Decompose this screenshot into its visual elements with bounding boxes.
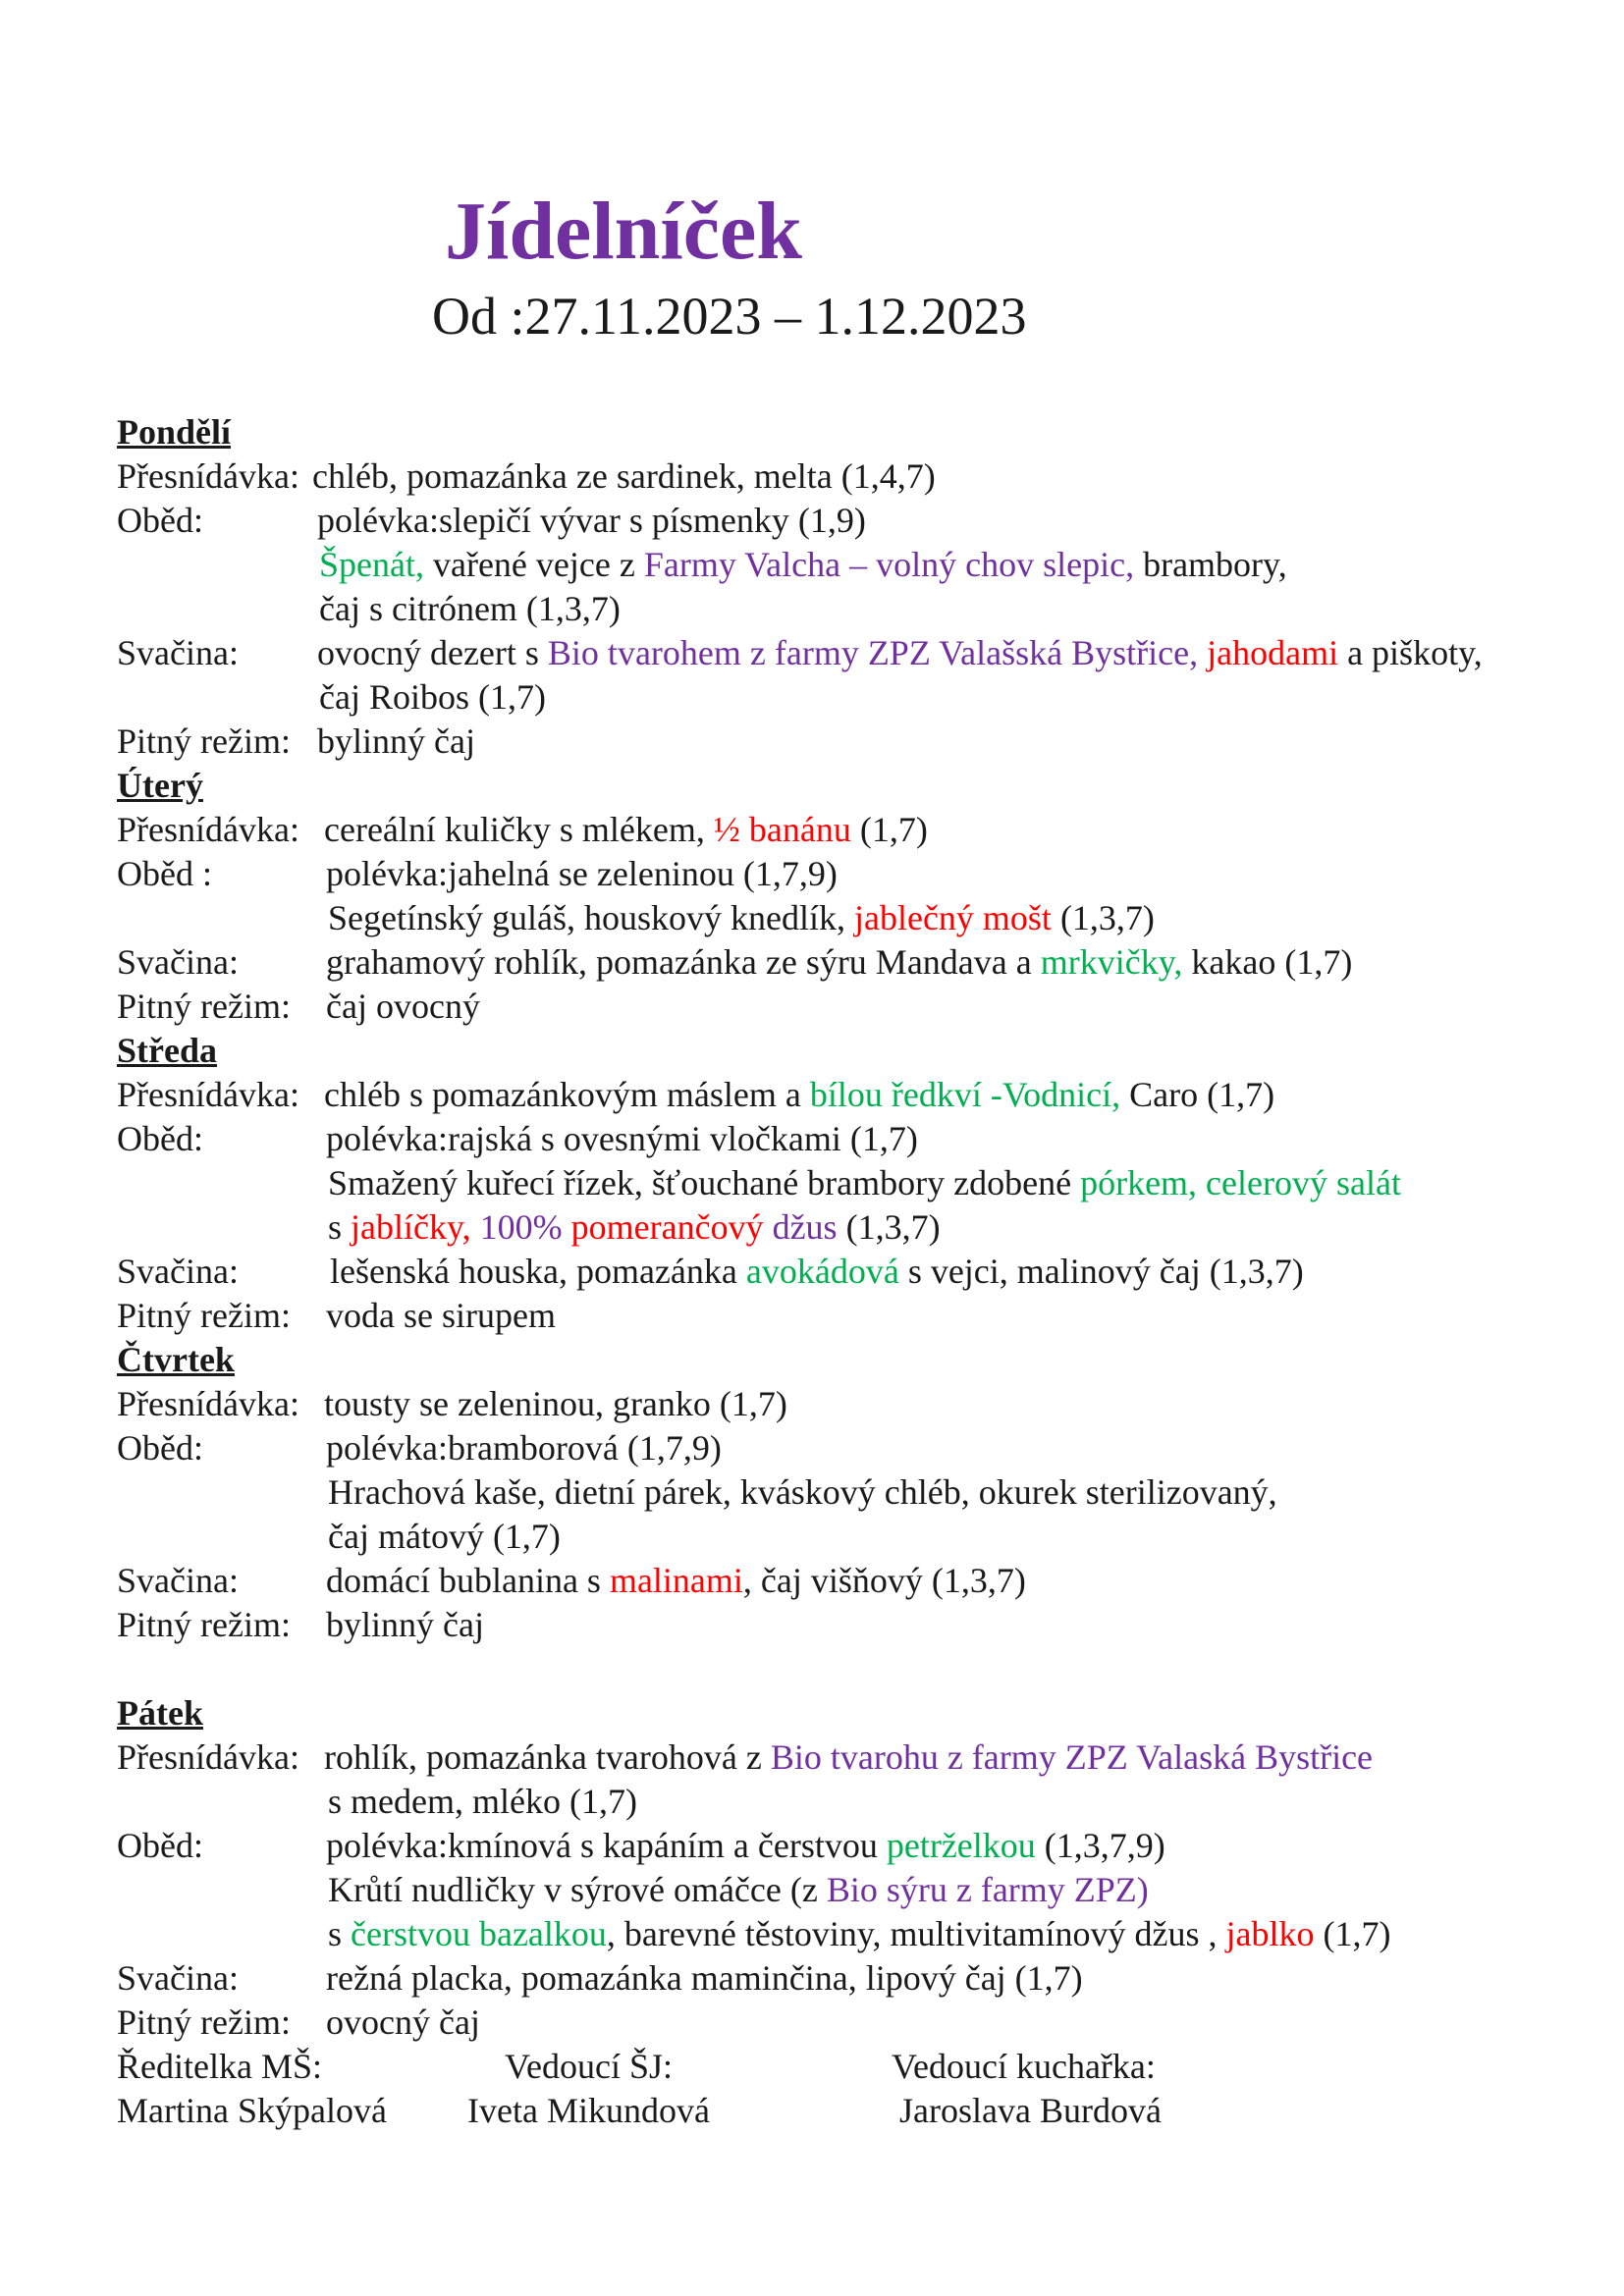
- thursday-snack-row: [117, 1382, 1609, 1426]
- snack-text: cereální kuličky s mlékem, ½ banánu (1,7): [324, 810, 928, 849]
- drink-text: čaj ovocný: [326, 987, 480, 1026]
- snack-text: chléb, pomazánka ze sardinek, melta (1,4,7): [312, 456, 936, 496]
- afternoon-snack-text: režná placka, pomazánka maminčina, lipový čaj (1,7): [326, 1958, 1083, 1998]
- soup-text: polévka:kmínová s kapáním a čerstvou petrželkou (1,3,7,9): [326, 1826, 1165, 1865]
- thursday-lunch-main-row: [117, 1470, 1609, 1515]
- signature-titles-row: [117, 2045, 1609, 2089]
- lunch-main-text: Segetínský guláš, houskový knedlík, jablečný mošt (1,3,7): [328, 898, 1155, 937]
- afternoon-snack-label: Svačina:: [117, 942, 239, 982]
- spacer: [117, 1647, 1609, 1691]
- monday-afternoon-row: [117, 631, 1609, 675]
- monday-lunch-main-row: [117, 543, 1609, 587]
- wednesday-lunch-row: [117, 1117, 1609, 1161]
- day-heading-thursday: Čtvrtek: [117, 1340, 235, 1379]
- friday-lunch-main-row: [117, 1868, 1609, 1912]
- snack-label: Přesnídávka:: [117, 1384, 299, 1423]
- soup-text: polévka:slepičí vývar s písmenky (1,9): [317, 501, 866, 540]
- cook-title: Vedoucí kuchařka:: [892, 2047, 1156, 2086]
- lunch-label: Oběd:: [117, 501, 203, 540]
- afternoon-snack-text: grahamový rohlík, pomazánka ze sýru Mandava a mrkvičky, kakao (1,7): [326, 942, 1353, 982]
- cook-name: Jaroslava Burdová: [899, 2091, 1162, 2130]
- snack-label: Přesnídávka:: [117, 1075, 299, 1114]
- lunch-main-text: Krůtí nudličky v sýrové omáčce (z Bio sýru z farmy ZPZ): [328, 1870, 1149, 1909]
- manager-title: Vedoucí ŠJ:: [505, 2047, 673, 2086]
- day-heading-friday: Pátek: [117, 1693, 203, 1733]
- afternoon-drink-text: čaj Roibos (1,7): [319, 677, 546, 717]
- monday-lunch-drink-row: [117, 587, 1609, 631]
- wednesday-lunch-main-row: [117, 1161, 1609, 1205]
- day-heading-tuesday: Úterý: [117, 766, 203, 805]
- drink-label: Pitný režim:: [117, 1605, 291, 1644]
- drink-text: bylinný čaj: [326, 1605, 484, 1644]
- afternoon-snack-label: Svačina:: [117, 1958, 239, 1998]
- monday-lunch-row: [117, 499, 1609, 543]
- tuesday-drink-row: [117, 985, 1609, 1029]
- thursday-afternoon-row: [117, 1559, 1609, 1603]
- lunch-main-text: Smažený kuřecí řízek, šťouchané brambory zdobené pórkem, celerový salát: [328, 1163, 1401, 1202]
- friday-snack-cont-row: [117, 1780, 1609, 1824]
- thursday-lunch-drink-row: [117, 1515, 1609, 1559]
- monday-drink-row: [117, 720, 1609, 764]
- tuesday-lunch-main-row: [117, 896, 1609, 940]
- friday-afternoon-row: [117, 1956, 1609, 2001]
- wednesday-snack-row: [117, 1073, 1609, 1117]
- lunch-label: Oběd :: [117, 854, 212, 893]
- drink-label: Pitný režim:: [117, 1296, 291, 1335]
- afternoon-snack-label: Svačina:: [117, 633, 239, 672]
- friday-snack-row: [117, 1735, 1609, 1780]
- friday-lunch-row: [117, 1824, 1609, 1868]
- friday-lunch-side-row: [117, 1912, 1609, 1956]
- weekly-menu: [117, 410, 1609, 2133]
- director-name: Martina Skýpalová: [117, 2091, 387, 2130]
- afternoon-snack-label: Svačina:: [117, 1252, 239, 1291]
- afternoon-snack-text: ovocný dezert s Bio tvarohem z farmy ZPZ Valašská Bystřice, jahodami a piškoty,: [317, 633, 1483, 672]
- tuesday-lunch-row: [117, 852, 1609, 896]
- tuesday-afternoon-row: [117, 940, 1609, 985]
- soup-text: polévka:bramborová (1,7,9): [326, 1428, 722, 1468]
- snack-cont-text: s medem, mléko (1,7): [328, 1782, 637, 1821]
- thursday-drink-row: [117, 1603, 1609, 1647]
- director-title: Ředitelka MŠ:: [117, 2047, 322, 2086]
- drink-label: Pitný režim:: [117, 987, 291, 1026]
- thursday-lunch-row: [117, 1426, 1609, 1470]
- lunch-main-text: Špenát, vařené vejce z Farmy Valcha – volný chov slepic, brambory,: [319, 545, 1287, 584]
- snack-label: Přesnídávka:: [117, 1737, 299, 1777]
- monday-snack-row: [117, 454, 1609, 499]
- snack-label: Přesnídávka:: [117, 810, 299, 849]
- lunch-main-text: Hrachová kaše, dietní párek, kváskový chléb, okurek sterilizovaný,: [328, 1472, 1277, 1512]
- snack-text: tousty se zeleninou, granko (1,7): [324, 1384, 787, 1423]
- snack-text: rohlík, pomazánka tvarohová z Bio tvarohu z farmy ZPZ Valaská Bystřice: [324, 1737, 1374, 1777]
- wednesday-afternoon-row: [117, 1250, 1609, 1294]
- snack-text: chléb s pomazánkovým máslem a bílou ředkví -Vodnicí, Caro (1,7): [324, 1075, 1275, 1114]
- lunch-label: Oběd:: [117, 1826, 203, 1865]
- lunch-label: Oběd:: [117, 1119, 203, 1158]
- afternoon-snack-label: Svačina:: [117, 1561, 239, 1600]
- day-heading-monday: Pondělí: [117, 412, 232, 452]
- drink-label: Pitný režim:: [117, 2002, 291, 2042]
- tuesday-snack-row: [117, 808, 1609, 852]
- wednesday-lunch-side-row: [117, 1205, 1609, 1250]
- lunch-side-text: s čerstvou bazalkou, barevné těstoviny, multivitamínový džus , jablko (1,7): [328, 1914, 1391, 1953]
- drink-text: voda se sirupem: [326, 1296, 556, 1335]
- drink-text: bylinný čaj: [317, 721, 475, 761]
- day-heading-wednesday: Středa: [117, 1031, 217, 1070]
- drink-label: Pitný režim:: [117, 721, 291, 761]
- lunch-side-text: s jablíčky, 100% pomerančový džus (1,3,7): [328, 1207, 941, 1247]
- monday-afternoon-drink-row: [117, 675, 1609, 720]
- page-title: Jídelníček: [445, 186, 803, 277]
- lunch-drink-text: čaj s citrónem (1,3,7): [319, 589, 621, 628]
- lunch-label: Oběd:: [117, 1428, 203, 1468]
- soup-text: polévka:rajská s ovesnými vločkami (1,7): [326, 1119, 918, 1158]
- lunch-drink-text: čaj mátový (1,7): [328, 1517, 561, 1556]
- wednesday-drink-row: [117, 1294, 1609, 1338]
- drink-text: ovocný čaj: [326, 2002, 480, 2042]
- soup-text: polévka:jahelná se zeleninou (1,7,9): [326, 854, 838, 893]
- afternoon-snack-text: lešenská houska, pomazánka avokádová s vejci, malinový čaj (1,3,7): [330, 1252, 1304, 1291]
- date-range: Od :27.11.2023 – 1.12.2023: [432, 287, 1027, 346]
- afternoon-snack-text: domácí bublanina s malinami, čaj višňový (1,3,7): [326, 1561, 1026, 1600]
- snack-label: Přesnídávka:: [117, 456, 299, 496]
- friday-drink-row: [117, 2001, 1609, 2045]
- signature-names-row: [117, 2089, 1609, 2133]
- manager-name: Iveta Mikundová: [467, 2091, 710, 2130]
